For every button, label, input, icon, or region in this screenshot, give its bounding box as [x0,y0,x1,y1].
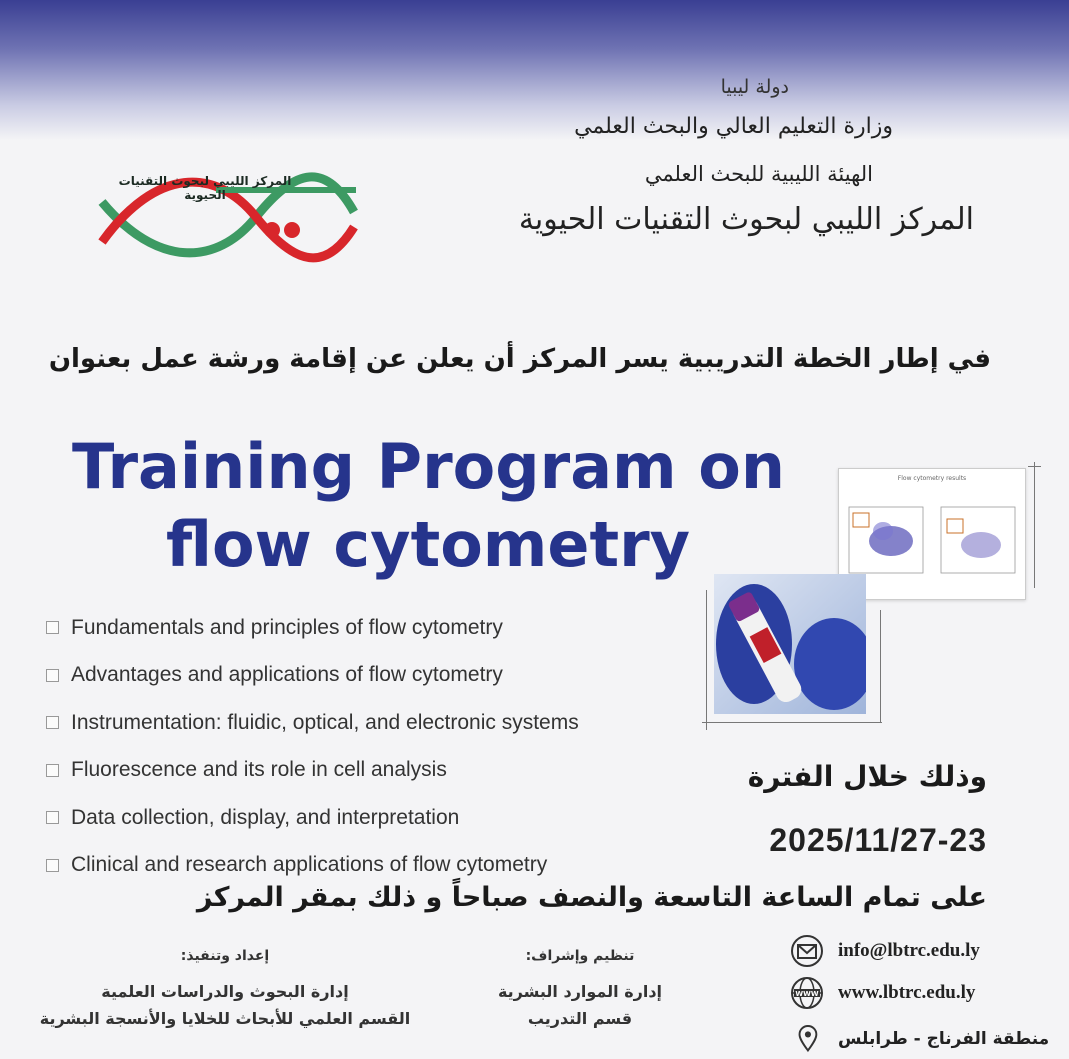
organization-heading: تنظيم وإشراف: [525,948,635,964]
period-label: وذلك خلال الفترة [747,760,987,793]
frame-line [706,590,707,730]
topic-text: Fundamentals and principles of flow cytometry [71,615,503,639]
frame-line [1028,466,1041,467]
frame-line [702,722,882,723]
blood-sample-tube-photo-icon [714,574,866,714]
period-dates: 2025/11/27-23 [769,822,987,858]
header-authority: الهيئة الليبية للبحث العلمي [644,162,873,186]
address-text: منطقة الفرناج - طرابلس [838,1029,1050,1049]
flow-cytometry-plot-image [838,468,1026,600]
svg-text:WWW: WWW [795,990,819,998]
frame-line [880,610,881,722]
topic-text: Instrumentation: fluidic, optical, and electronic systems [71,710,579,734]
checkbox-icon [46,621,59,634]
website-link[interactable]: www.lbtrc.edu.ly [838,982,976,1003]
list-item [46,652,706,700]
checkbox-icon [46,764,59,777]
header-gradient-band [0,0,1069,140]
program-title-line1: Training Program on [72,430,785,503]
organization-section [480,948,680,1028]
checkbox-icon [46,811,59,824]
topic-text: Advantages and applications of flow cytometry [71,663,503,687]
list-item [46,699,706,747]
preparation-line: إدارة البحوث والدراسات العلمية [101,982,349,1001]
scatter-plot-graphic [839,469,1025,599]
list-item [46,604,706,652]
checkbox-icon [46,669,59,682]
topic-text: Fluorescence and its role in cell analysis [71,758,447,782]
email-contact [790,934,980,968]
header-center: المركز الليبي لبحوث التقنيات الحيوية [518,202,974,237]
organization-line: إدارة الموارد البشرية [497,982,663,1001]
header-state: دولة ليبيا [720,76,789,98]
topic-text: Data collection, display, and interpretation [71,805,460,829]
plot-title: Flow cytometry results [897,475,967,482]
intro-announcement: في إطار الخطة التدريبية يسر المركز أن يعلن عن إقامة ورشة عمل بعنوان [48,344,991,374]
organization-line: قسم التدريب [527,1009,633,1028]
list-item [46,747,706,795]
preparation-heading: إعداد وتنفيذ: [180,948,270,964]
email-link[interactable]: info@lbtrc.edu.ly [838,940,980,961]
preparation-section [20,948,430,1028]
location-pin-icon [798,1022,824,1056]
checkbox-icon [46,716,59,729]
preparation-line: القسم العلمي للأبحاث للخلايا والأنسجة البشرية [39,1009,411,1028]
topic-text: Clinical and research applications of flow cytometry [71,853,548,877]
website-contact [790,976,975,1010]
logo-text: المركز الليبي لبحوث التقنيات الحيوية [118,174,292,202]
list-item [46,794,706,842]
time-and-place: على تمام الساعة التاسعة والنصف صباحاً و ذلك بمقر المركز [196,882,987,913]
email-icon [790,934,824,968]
globe-www-icon [790,976,824,1010]
program-title-line2: flow cytometry [166,508,691,581]
address-contact [798,1022,1049,1056]
checkbox-icon [46,859,59,872]
frame-line [1034,462,1035,588]
topic-list [46,604,706,889]
header-ministry: وزارة التعليم العالي والبحث العلمي [574,114,893,139]
